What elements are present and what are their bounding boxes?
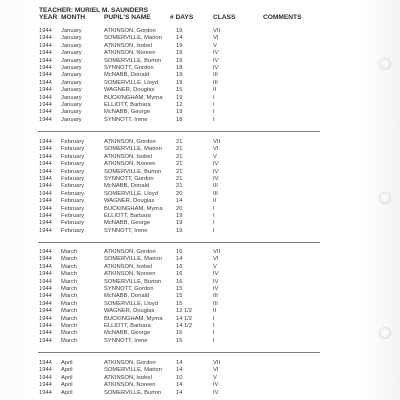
table-row	[0, 139, 400, 146]
pupil-name-cell: SOMERVILLE, Marion	[104, 367, 162, 374]
pupil-name-cell: McNABB, Donald	[104, 72, 150, 79]
year-cell: 1944	[39, 300, 52, 307]
days-cell: 16	[176, 330, 183, 337]
month-cell: January	[61, 64, 82, 71]
pupil-name-cell: SOMERVILLE, Marion	[104, 146, 162, 153]
days-cell: 19	[176, 28, 183, 34]
year-cell: 1944	[39, 175, 52, 182]
month-cell: March	[61, 256, 78, 263]
table-row	[0, 375, 400, 382]
days-cell: 10	[176, 374, 183, 381]
month-cell: April	[61, 382, 73, 389]
month-cell: March	[61, 300, 78, 307]
table-row	[0, 109, 400, 116]
binder-hole	[379, 192, 391, 204]
days-cell: 14	[176, 198, 183, 205]
month-section-february	[0, 139, 400, 235]
pupil-name-cell: SOMERVILLE, Marion	[104, 35, 162, 42]
table-row	[0, 286, 400, 293]
class-cell: I	[213, 212, 215, 219]
month-cell: February	[61, 153, 85, 160]
class-cell: V	[213, 263, 217, 270]
class-cell: I	[213, 330, 215, 337]
pupil-name-cell: SYNNOTT, Irene	[104, 227, 148, 234]
pupil-name-cell: SOMERVILLE, Lloyd	[104, 300, 159, 307]
year-cell: 1944	[39, 50, 52, 57]
class-cell: I	[213, 227, 215, 234]
year-cell: 1944	[39, 35, 52, 42]
class-cell: II	[213, 198, 217, 205]
month-cell: April	[61, 374, 73, 381]
table-row	[0, 360, 400, 367]
pupil-name-cell: ATKINSON, Gordon	[104, 139, 156, 145]
days-cell: 16	[176, 271, 183, 278]
month-cell: March	[61, 271, 78, 278]
class-cell: IV	[213, 64, 219, 71]
pupil-name-cell: ATKINSON, Isobel	[104, 263, 152, 270]
class-cell: III	[213, 183, 218, 190]
pupil-name-cell: ATKINSON, Noreen	[104, 271, 156, 278]
year-cell: 1944	[39, 330, 52, 337]
year-cell: 1944	[39, 168, 52, 175]
year-cell: 1944	[39, 360, 52, 366]
pupil-name-cell: SOMERVILLE, Marion	[104, 256, 162, 263]
class-cell: I	[213, 109, 215, 116]
pupil-name-cell: McNABB, George	[104, 220, 151, 227]
class-cell: V	[213, 42, 217, 49]
month-cell: March	[61, 315, 78, 322]
days-cell: 19	[176, 79, 183, 86]
month-cell: January	[61, 94, 82, 101]
year-cell: 1944	[39, 367, 52, 374]
class-cell: III	[213, 72, 218, 79]
class-cell: I	[213, 220, 215, 227]
year-cell: 1944	[39, 278, 52, 285]
header-days: # DAYS	[170, 14, 194, 21]
month-cell: January	[61, 50, 82, 57]
table-row	[0, 58, 400, 65]
year-cell: 1944	[39, 28, 52, 34]
year-cell: 1944	[39, 337, 52, 344]
table-row	[0, 249, 400, 256]
table-row	[0, 169, 400, 176]
class-cell: VII	[213, 249, 221, 255]
days-cell: 21	[176, 161, 183, 168]
class-cell: VII	[213, 28, 221, 34]
pupil-name-cell: McNABB, Donald	[104, 293, 150, 300]
month-cell: February	[61, 198, 85, 205]
table-row	[0, 338, 400, 345]
days-cell: 19	[176, 227, 183, 234]
month-cell: January	[61, 109, 82, 116]
month-section-march	[0, 249, 400, 345]
month-cell: January	[61, 79, 82, 86]
days-cell: 16	[176, 263, 183, 270]
month-cell: March	[61, 293, 78, 300]
days-cell: 14	[176, 35, 183, 42]
month-cell: January	[61, 116, 82, 123]
table-row	[0, 161, 400, 168]
class-cell: IV	[213, 50, 219, 57]
pupil-name-cell: SOMERVILLE, Lloyd	[104, 190, 159, 197]
year-cell: 1944	[39, 153, 52, 160]
teacher-heading: TEACHER: MURIEL M. SAUNDERS	[39, 7, 149, 14]
days-cell: 20	[176, 190, 183, 197]
table-row	[0, 176, 400, 183]
month-cell: January	[61, 35, 82, 42]
section-divider	[38, 131, 320, 132]
days-cell: 16	[176, 249, 183, 255]
table-row	[0, 95, 400, 102]
year-cell: 1944	[39, 382, 52, 389]
days-cell: 19	[176, 72, 183, 79]
year-cell: 1944	[39, 315, 52, 322]
days-cell: 21	[176, 139, 183, 145]
month-cell: January	[61, 42, 82, 49]
table-row	[0, 390, 400, 397]
month-section-april	[0, 360, 400, 397]
month-cell: March	[61, 337, 78, 344]
class-cell: IV	[213, 168, 219, 175]
class-cell: IV	[213, 175, 219, 182]
year-cell: 1944	[39, 79, 52, 86]
month-cell: April	[61, 367, 73, 374]
class-cell: III	[213, 190, 218, 197]
table-row	[0, 72, 400, 79]
days-cell: 21	[176, 183, 183, 190]
table-row	[0, 154, 400, 161]
table-row	[0, 264, 400, 271]
year-cell: 1944	[39, 116, 52, 123]
month-cell: March	[61, 249, 78, 255]
year-cell: 1944	[39, 374, 52, 381]
year-cell: 1944	[39, 161, 52, 168]
days-cell: 21	[176, 146, 183, 153]
class-cell: IV	[213, 271, 219, 278]
month-cell: March	[61, 308, 78, 315]
days-cell: 16	[176, 278, 183, 285]
year-cell: 1944	[39, 72, 52, 79]
header-comments: COMMENTS	[263, 14, 302, 21]
header-month: MONTH	[61, 14, 86, 21]
month-cell: January	[61, 28, 82, 34]
month-cell: February	[61, 227, 85, 234]
pupil-name-cell: WAGNER, Douglas	[104, 198, 155, 205]
days-cell: 19	[176, 42, 183, 49]
month-cell: March	[61, 330, 78, 337]
month-section-january	[0, 28, 400, 124]
days-cell: 19	[176, 109, 183, 116]
year-cell: 1944	[39, 249, 52, 255]
year-cell: 1944	[39, 227, 52, 234]
class-cell: VI	[213, 35, 219, 42]
table-row	[0, 330, 400, 337]
year-cell: 1944	[39, 57, 52, 64]
header-pupil-name: PUPIL'S NAME	[104, 14, 151, 21]
year-cell: 1944	[39, 94, 52, 101]
month-cell: January	[61, 87, 82, 94]
month-cell: February	[61, 146, 85, 153]
year-cell: 1944	[39, 109, 52, 116]
month-cell: January	[61, 57, 82, 64]
year-cell: 1944	[39, 285, 52, 292]
header-year: YEAR	[39, 14, 58, 21]
table-row	[0, 293, 400, 300]
pupil-name-cell: ATKINSON, Isobel	[104, 374, 152, 381]
days-cell: 19	[176, 94, 183, 101]
days-cell: 14	[176, 360, 183, 366]
pupil-name-cell: ATKINSON, Isobel	[104, 153, 152, 160]
year-cell: 1944	[39, 389, 52, 396]
days-cell: 12 1/2	[176, 308, 193, 315]
pupil-name-cell: McNABB, George	[104, 330, 151, 337]
days-cell: 18	[176, 64, 183, 71]
year-cell: 1944	[39, 212, 52, 219]
pupil-name-cell: ATKINSON, Gordon	[104, 360, 156, 366]
days-cell: 19	[176, 212, 183, 219]
table-row	[0, 87, 400, 94]
header-class: CLASS	[213, 14, 236, 21]
table-row	[0, 43, 400, 50]
class-cell: III	[213, 79, 218, 86]
class-cell: I	[213, 94, 215, 101]
days-cell: 20	[176, 205, 183, 212]
pupil-name-cell: SYNNOTT, Irene	[104, 337, 148, 344]
table-row	[0, 191, 400, 198]
month-cell: February	[61, 168, 85, 175]
pupil-name-cell: WAGNER, Douglas	[104, 87, 155, 94]
days-cell: 19	[176, 50, 183, 57]
class-cell: III	[213, 293, 218, 300]
days-cell: 15	[176, 337, 183, 344]
class-cell: VI	[213, 146, 219, 153]
pupil-name-cell: ATKINSON, Isobel	[104, 42, 152, 49]
class-cell: IV	[213, 57, 219, 64]
pupil-name-cell: ATKINSON, Gordon	[104, 28, 156, 34]
pupil-name-cell: SYNNOTT, Gordon	[104, 285, 154, 292]
days-cell: 12	[176, 101, 183, 108]
pupil-name-cell: ELLIOTT, Barbara	[104, 322, 151, 329]
month-cell: April	[61, 360, 73, 366]
pupil-name-cell: ATKINSON, Gordon	[104, 249, 156, 255]
class-cell: II	[213, 308, 217, 315]
table-row	[0, 65, 400, 72]
month-cell: April	[61, 389, 73, 396]
pupil-name-cell: SOMERVILLE, Lloyd	[104, 79, 159, 86]
pupil-name-cell: ELLIOTT, Barbara	[104, 212, 151, 219]
month-cell: March	[61, 285, 78, 292]
class-cell: III	[213, 300, 218, 307]
table-row	[0, 206, 400, 213]
table-row	[0, 316, 400, 323]
pupil-name-cell: SYNNOTT, Gordon	[104, 64, 154, 71]
pupil-name-cell: ATKINSON, Noreen	[104, 50, 156, 57]
table-row	[0, 80, 400, 87]
class-cell: I	[213, 101, 215, 108]
year-cell: 1944	[39, 42, 52, 49]
month-cell: February	[61, 161, 85, 168]
days-cell: 14	[176, 389, 183, 396]
year-cell: 1944	[39, 271, 52, 278]
year-cell: 1944	[39, 87, 52, 94]
pupil-name-cell: SYNNOTT, Irene	[104, 116, 148, 123]
table-row	[0, 50, 400, 57]
pupil-name-cell: McNABB, George	[104, 109, 151, 116]
table-row	[0, 228, 400, 235]
pupil-name-cell: SOMERVILLE, Burton	[104, 278, 162, 285]
days-cell: 14 1/2	[176, 315, 193, 322]
class-cell: I	[213, 116, 215, 123]
year-cell: 1944	[39, 183, 52, 190]
binder-hole	[379, 58, 391, 70]
days-cell: 19	[176, 57, 183, 64]
days-cell: 14	[176, 367, 183, 374]
month-cell: February	[61, 220, 85, 227]
table-row	[0, 220, 400, 227]
table-row	[0, 271, 400, 278]
year-cell: 1944	[39, 101, 52, 108]
table-row	[0, 198, 400, 205]
days-cell: 21	[176, 153, 183, 160]
month-cell: March	[61, 278, 78, 285]
days-cell: 15	[176, 285, 183, 292]
table-row	[0, 117, 400, 124]
pupil-name-cell: SOMERVILLE, Burton	[104, 389, 162, 396]
days-cell: 21	[176, 175, 183, 182]
days-cell: 14 1/2	[176, 322, 193, 329]
section-divider	[38, 242, 320, 243]
class-cell: IV	[213, 285, 219, 292]
pupil-name-cell: ATKINSON, Noreen	[104, 161, 156, 168]
section-divider	[38, 352, 320, 353]
class-cell: I	[213, 322, 215, 329]
table-row	[0, 102, 400, 109]
year-cell: 1944	[39, 322, 52, 329]
class-cell: V	[213, 153, 217, 160]
days-cell: 19	[176, 220, 183, 227]
table-row	[0, 28, 400, 35]
table-row	[0, 279, 400, 286]
class-cell: IV	[213, 278, 219, 285]
class-cell: IV	[213, 382, 219, 389]
month-cell: February	[61, 183, 85, 190]
days-cell: 18	[176, 116, 183, 123]
pupil-name-cell: BUCKINGHAM, Myrna	[104, 94, 163, 101]
table-row	[0, 146, 400, 153]
month-cell: March	[61, 263, 78, 270]
month-cell: January	[61, 101, 82, 108]
class-cell: VII	[213, 360, 221, 366]
class-cell: VI	[213, 256, 219, 263]
class-cell: I	[213, 315, 215, 322]
pupil-name-cell: BUCKINGHAM, Myrna	[104, 315, 163, 322]
days-cell: 15	[176, 293, 183, 300]
month-cell: March	[61, 322, 78, 329]
table-row	[0, 213, 400, 220]
year-cell: 1944	[39, 139, 52, 145]
year-cell: 1944	[39, 198, 52, 205]
class-cell: VII	[213, 139, 221, 145]
class-cell: II	[213, 87, 217, 94]
year-cell: 1944	[39, 263, 52, 270]
class-cell: IV	[213, 161, 219, 168]
days-cell: 14	[176, 256, 183, 263]
pupil-name-cell: SYNNOTT, Gordon	[104, 175, 154, 182]
table-row	[0, 308, 400, 315]
table-row	[0, 367, 400, 374]
days-cell: 14	[176, 382, 183, 389]
pupil-name-cell: WAGNER, Douglas	[104, 308, 155, 315]
year-cell: 1944	[39, 256, 52, 263]
class-cell: V	[213, 374, 217, 381]
year-cell: 1944	[39, 205, 52, 212]
column-header-row	[0, 14, 400, 23]
year-cell: 1944	[39, 293, 52, 300]
class-cell: I	[213, 205, 215, 212]
pupil-name-cell: SOMERVILLE, Burton	[104, 168, 162, 175]
table-row	[0, 256, 400, 263]
table-row	[0, 382, 400, 389]
table-row	[0, 183, 400, 190]
class-cell: VI	[213, 367, 219, 374]
pupil-name-cell: SOMERVILLE, Burton	[104, 57, 162, 64]
pupil-name-cell: McNABB, Donald	[104, 183, 150, 190]
class-cell: I	[213, 337, 215, 344]
days-cell: 15	[176, 300, 183, 307]
year-cell: 1944	[39, 190, 52, 197]
year-cell: 1944	[39, 308, 52, 315]
month-cell: February	[61, 175, 85, 182]
pupil-name-cell: ATKINSON, Noreen	[104, 382, 156, 389]
table-row	[0, 301, 400, 308]
table-row	[0, 323, 400, 330]
days-cell: 15	[176, 87, 183, 94]
month-cell: February	[61, 205, 85, 212]
month-cell: February	[61, 139, 85, 145]
binder-hole	[379, 327, 391, 339]
month-cell: February	[61, 190, 85, 197]
class-cell: IV	[213, 389, 219, 396]
month-cell: February	[61, 212, 85, 219]
table-row	[0, 35, 400, 42]
year-cell: 1944	[39, 64, 52, 71]
pupil-name-cell: BUCKINGHAM, Myrna	[104, 205, 163, 212]
pupil-name-cell: ELLIOTT, Barbara	[104, 101, 151, 108]
month-cell: January	[61, 72, 82, 79]
days-cell: 21	[176, 168, 183, 175]
year-cell: 1944	[39, 146, 52, 153]
year-cell: 1944	[39, 220, 52, 227]
